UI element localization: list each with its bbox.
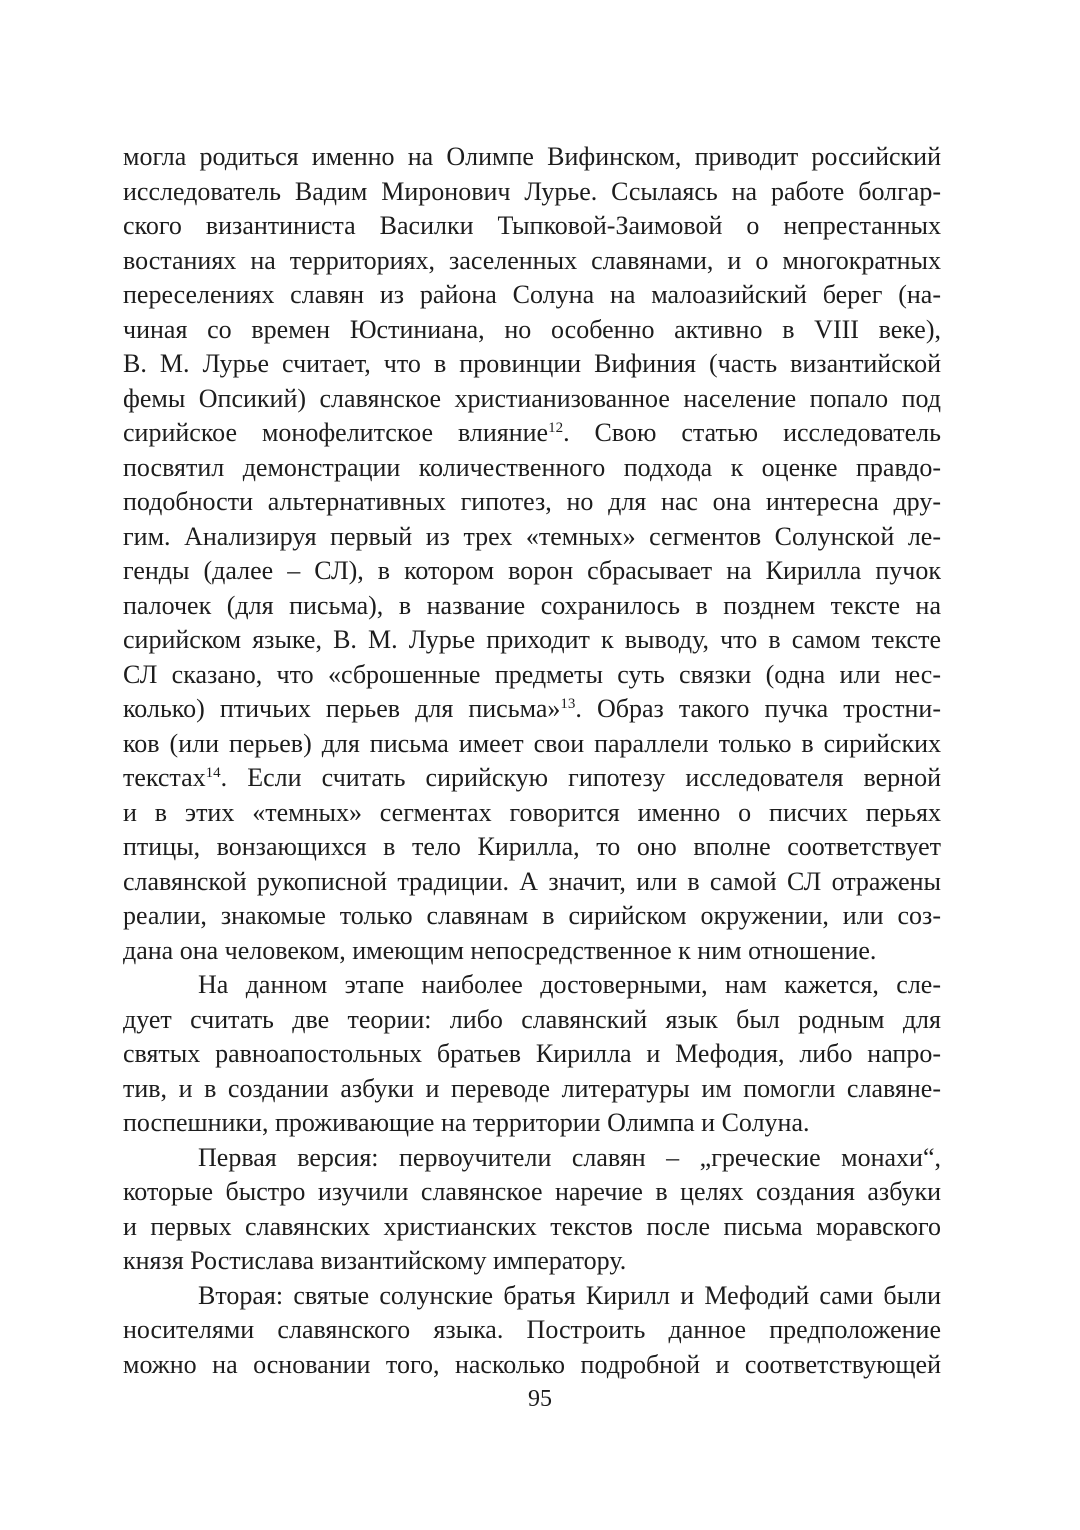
line-text: птицы, вонзающихся в тело Кирилла, то оно вполне соответствует <box>123 832 941 861</box>
text-line <box>123 1313 941 1348</box>
text-line <box>123 140 941 175</box>
text-line <box>123 554 941 589</box>
text-line <box>123 1244 941 1279</box>
text-line <box>123 416 941 451</box>
text-line <box>123 623 941 658</box>
line-text: колько) птичьих перьев для письма» <box>123 694 561 723</box>
line-text: которые быстро изучили славянское наречие в целях создания азбуки <box>123 1177 941 1206</box>
text-line <box>123 485 941 520</box>
text-line <box>123 1106 941 1141</box>
text-line <box>123 589 941 624</box>
text-line <box>123 692 941 727</box>
line-text: СЛ сказано, что «сброшенные предметы суть связки (одна или нес- <box>123 659 941 689</box>
line-text: Первая версия: первоучители славян – „греческие монахи“, <box>198 1142 941 1172</box>
line-text: и первых славянских христианских текстов после письма моравского <box>123 1211 941 1241</box>
text-line <box>123 1348 941 1383</box>
line-text-continued: . Образ такого пучка тростни- <box>575 694 941 723</box>
text-line <box>123 278 941 313</box>
line-text: В. М. Лурье считает, что в провинции Вифиния (часть византийской <box>123 349 941 378</box>
line-text: дует считать две теории: либо славянский язык был родным для <box>123 1004 941 1034</box>
line-text: востаниях на территориях, заселенных славянами, и о многократных <box>123 245 941 275</box>
page-number: 95 <box>528 1386 552 1412</box>
footnote-marker: 13 <box>560 696 576 712</box>
line-text: носителями славянского языка. Построить данное предположение <box>123 1315 941 1344</box>
text-line <box>123 347 941 382</box>
line-text: переселениях славян из района Солуна на малоазийский берег (на- <box>123 280 941 309</box>
line-text: славянской рукописной традиции. А значит, или в самой СЛ отражены <box>123 866 941 896</box>
text-line <box>123 658 941 693</box>
line-text: фемы Опсикий) славянское христианизованное население попало под <box>123 383 941 413</box>
text-line <box>123 520 941 555</box>
line-text: можно на основании того, насколько подробной и соответствующей <box>123 1349 941 1379</box>
line-text: генды (далее – СЛ), в котором ворон сбрасывает на Кирилла пучок <box>123 556 941 585</box>
text-line <box>123 1210 941 1245</box>
text-line <box>123 830 941 865</box>
text-line <box>123 451 941 486</box>
text-line <box>123 968 941 1003</box>
line-text: гим. Анализируя первый из трех «темных» сегментов Солунской ле- <box>123 521 941 551</box>
text-line <box>123 1003 941 1038</box>
text-line <box>123 865 941 900</box>
line-text: исследователь Вадим Миронович Лурье. Ссылаясь на работе болгар- <box>123 176 941 206</box>
line-text: ков (или перьев) для письма имеет свои параллели только в сирийских <box>123 728 941 758</box>
page-body-text <box>123 140 941 1382</box>
text-line <box>123 1175 941 1210</box>
footnote-marker: 14 <box>205 765 221 781</box>
line-text: посвятил демонстрации количественного подхода к оценке правдо- <box>123 452 941 482</box>
text-line <box>123 382 941 417</box>
text-line <box>123 934 941 969</box>
line-text: и в этих «темных» сегментах говорится именно о писчих перьях <box>123 797 941 827</box>
line-text: тив, и в создании азбуки и переводе литературы им помогли славяне- <box>123 1073 941 1103</box>
text-line <box>123 796 941 831</box>
line-text: текстах <box>123 763 206 792</box>
text-line <box>123 899 941 934</box>
line-text: поспешники, проживающие на территории Олимпа и Солуна. <box>123 1108 810 1137</box>
line-text: князя Ростислава византийскому императору. <box>123 1246 627 1275</box>
text-line <box>123 175 941 210</box>
text-line <box>123 1279 941 1314</box>
line-text: сирийское монофелитское влияние <box>123 418 549 447</box>
line-text: святых равноапостольных братьев Кирилла и Мефодия, либо напро- <box>123 1039 941 1068</box>
line-text: дана она человеком, имеющим непосредственное к ним отношение. <box>123 935 877 965</box>
text-line <box>123 244 941 279</box>
line-text: сирийском языке, В. М. Лурье приходит к выводу, что в самом тексте <box>123 625 941 654</box>
line-text-continued: . Если считать сирийскую гипотезу исследователя верной <box>220 763 941 792</box>
line-text: ского византиниста Василки Тыпковой-Заимовой о непрестанных <box>123 211 941 240</box>
text-line <box>123 1141 941 1176</box>
text-line <box>123 1072 941 1107</box>
line-text: палочек (для письма), в название сохранилось в позднем тексте на <box>123 590 941 620</box>
text-line <box>123 1037 941 1072</box>
text-line <box>123 209 941 244</box>
line-text-continued: . Свою статью исследователь <box>563 418 941 447</box>
text-line <box>123 727 941 762</box>
line-text: подобности альтернативных гипотез, но для нас она интересна дру- <box>123 487 941 516</box>
line-text: реалии, знакомые только славянам в сирийском окружении, или соз- <box>123 901 941 930</box>
line-text: Вторая: святые солунские братья Кирилл и Мефодий сами были <box>198 1280 941 1310</box>
footnote-marker: 12 <box>548 420 564 436</box>
line-text: могла родиться именно на Олимпе Вифинском, приводит российский <box>123 142 941 171</box>
line-text: чиная со времен Юстиниана, но особенно активно в VIII веке), <box>123 314 941 344</box>
text-line <box>123 313 941 348</box>
text-line <box>123 761 941 796</box>
line-text: На данном этапе наиболее достоверными, нам кажется, сле- <box>198 970 941 999</box>
